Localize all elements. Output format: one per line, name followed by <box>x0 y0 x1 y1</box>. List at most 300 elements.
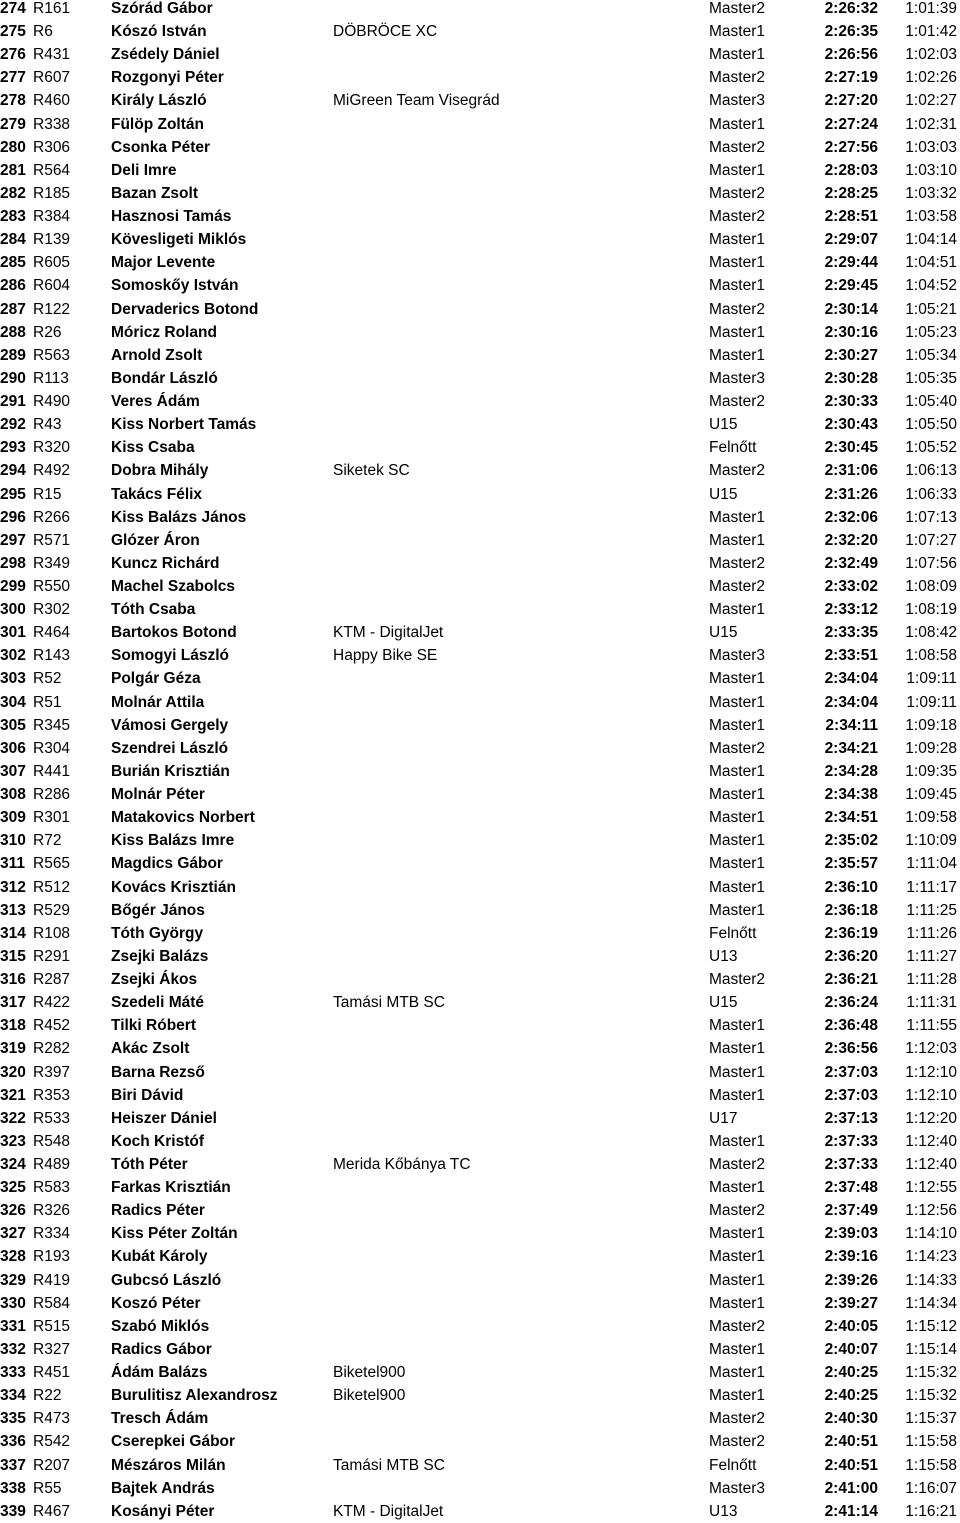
result-category: Master1 <box>709 1387 765 1405</box>
result-name: Hasznosi Tamás <box>111 208 232 226</box>
table-row <box>0 159 960 182</box>
result-bib: R306 <box>33 138 71 156</box>
result-rank: 303 <box>0 670 26 688</box>
result-time: 2:35:02 <box>824 832 878 850</box>
result-time: 2:34:04 <box>824 693 878 711</box>
result-bib: R143 <box>33 647 71 665</box>
result-rank: 325 <box>0 1179 26 1197</box>
result-name: Kövesligeti Miklós <box>111 231 247 249</box>
result-name: Radics Gábor <box>111 1340 212 1358</box>
result-name: Szendrei László <box>111 739 229 757</box>
result-time: 2:40:25 <box>824 1387 878 1405</box>
result-category: Master3 <box>709 369 765 387</box>
result-category: Master1 <box>709 716 765 734</box>
result-category: Master2 <box>709 462 765 480</box>
result-club: Biketel900 <box>333 1387 406 1405</box>
result-category: Master2 <box>709 208 765 226</box>
result-gap: 1:09:58 <box>905 809 957 827</box>
result-time: 2:37:48 <box>824 1179 878 1197</box>
result-gap: 1:11:26 <box>906 924 957 942</box>
result-name: Cserepkei Gábor <box>111 1433 236 1451</box>
result-gap: 1:01:39 <box>905 0 957 17</box>
result-rank: 300 <box>0 601 26 619</box>
result-time: 2:40:51 <box>824 1433 878 1451</box>
result-rank: 299 <box>0 578 26 595</box>
result-category: Master1 <box>709 23 765 41</box>
result-rank: 318 <box>0 1017 26 1035</box>
table-row <box>0 806 960 829</box>
result-gap: 1:15:58 <box>905 1456 957 1474</box>
result-bib: R384 <box>33 208 71 226</box>
result-name: Bazan Zsolt <box>111 184 198 202</box>
result-bib: R108 <box>33 924 71 942</box>
result-bib: R489 <box>33 1156 71 1173</box>
result-time: 2:36:24 <box>824 994 878 1012</box>
result-rank: 293 <box>0 439 26 457</box>
result-rank: 329 <box>0 1271 26 1289</box>
table-row <box>0 552 960 575</box>
result-bib: R287 <box>33 971 71 989</box>
result-name: Zsédely Dániel <box>111 46 220 64</box>
result-rank: 311 <box>0 855 26 873</box>
result-name: Bartokos Botond <box>111 624 237 642</box>
result-gap: 1:03:58 <box>905 208 957 226</box>
result-bib: R26 <box>33 323 62 341</box>
result-time: 2:37:49 <box>824 1202 878 1220</box>
table-row <box>0 1176 960 1199</box>
table-row <box>0 991 960 1014</box>
result-gap: 1:08:09 <box>905 578 957 595</box>
result-category: Master1 <box>709 531 765 549</box>
result-rank: 291 <box>0 393 26 411</box>
table-row <box>0 1107 960 1130</box>
result-gap: 1:05:23 <box>905 323 957 341</box>
table-row <box>0 1014 960 1037</box>
result-gap: 1:03:10 <box>905 161 957 179</box>
result-name: Molnár Péter <box>111 786 205 804</box>
result-name: Molnár Attila <box>111 693 205 711</box>
result-category: Master1 <box>709 670 765 688</box>
result-rank: 333 <box>0 1364 26 1382</box>
result-name: Barna Rezső <box>111 1063 205 1081</box>
result-club: Tamási MTB SC <box>333 1456 445 1474</box>
result-category: U13 <box>709 1502 738 1520</box>
table-row <box>0 737 960 760</box>
result-category: Master2 <box>709 739 765 757</box>
result-gap: 1:04:51 <box>905 254 957 272</box>
result-category: Master1 <box>709 878 765 896</box>
result-name: Magdics Gábor <box>111 855 223 873</box>
table-row <box>0 321 960 344</box>
result-rank: 292 <box>0 416 26 434</box>
result-rank: 338 <box>0 1479 26 1497</box>
result-rank: 326 <box>0 1202 26 1220</box>
result-gap: 1:15:58 <box>905 1433 957 1451</box>
result-time: 2:32:20 <box>824 531 878 549</box>
result-gap: 1:07:13 <box>905 508 957 526</box>
result-time: 2:30:14 <box>824 300 878 318</box>
result-name: Kiss Csaba <box>111 439 195 457</box>
result-rank: 319 <box>0 1040 26 1058</box>
result-name: Kiss Balázs Imre <box>111 832 235 850</box>
result-name: Csonka Péter <box>111 138 211 156</box>
result-category: Master2 <box>709 554 765 572</box>
result-club: Siketek SC <box>333 462 410 480</box>
table-row <box>0 390 960 413</box>
table-row <box>0 205 960 228</box>
result-bib: R512 <box>33 878 71 896</box>
table-row <box>0 1338 960 1361</box>
result-bib: R584 <box>33 1294 71 1312</box>
result-category: Master2 <box>709 1156 765 1173</box>
result-category: Master1 <box>709 508 765 526</box>
result-time: 2:36:48 <box>824 1017 878 1035</box>
result-time: 2:29:45 <box>824 277 878 295</box>
result-time: 2:27:19 <box>824 69 878 87</box>
table-row <box>0 1130 960 1153</box>
result-gap: 1:12:20 <box>905 1109 957 1127</box>
result-name: Akác Zsolt <box>111 1040 190 1058</box>
table-row <box>0 529 960 552</box>
result-bib: R451 <box>33 1364 71 1382</box>
result-name: Farkas Krisztián <box>111 1179 231 1197</box>
result-category: U15 <box>709 416 738 434</box>
table-row <box>0 228 960 251</box>
result-gap: 1:09:11 <box>906 670 957 688</box>
result-name: Machel Szabolcs <box>111 578 236 595</box>
result-category: U13 <box>709 947 738 965</box>
table-row <box>0 1084 960 1107</box>
result-rank: 278 <box>0 92 26 110</box>
result-name: Kiss Norbert Tamás <box>111 416 257 434</box>
result-time: 2:34:38 <box>824 786 878 804</box>
result-gap: 1:07:56 <box>905 554 957 572</box>
result-club: Biketel900 <box>333 1364 406 1382</box>
table-row <box>0 1315 960 1338</box>
result-rank: 296 <box>0 508 26 526</box>
result-gap: 1:08:19 <box>905 601 957 619</box>
result-time: 2:37:33 <box>824 1156 878 1173</box>
result-category: U15 <box>709 485 738 503</box>
result-rank: 274 <box>0 0 26 17</box>
result-category: Master1 <box>709 762 765 780</box>
result-bib: R542 <box>33 1433 71 1451</box>
result-rank: 314 <box>0 924 26 942</box>
result-name: Kovács Krisztián <box>111 878 236 896</box>
result-name: Bajtek András <box>111 1479 215 1497</box>
result-gap: 1:04:52 <box>905 277 957 295</box>
result-time: 2:26:56 <box>824 46 878 64</box>
result-category: Master2 <box>709 971 765 989</box>
table-row <box>0 783 960 806</box>
table-row <box>0 968 960 991</box>
table-row <box>0 598 960 621</box>
result-rank: 282 <box>0 184 26 202</box>
result-time: 2:31:26 <box>824 485 878 503</box>
result-bib: R349 <box>33 554 71 572</box>
result-gap: 1:09:35 <box>905 762 957 780</box>
result-bib: R193 <box>33 1248 71 1266</box>
result-bib: R431 <box>33 46 71 64</box>
result-bib: R282 <box>33 1040 71 1058</box>
result-name: Kiss Péter Zoltán <box>111 1225 238 1243</box>
result-name: Kószó István <box>111 23 207 41</box>
table-row <box>0 1061 960 1084</box>
result-rank: 283 <box>0 208 26 226</box>
result-category: Master2 <box>709 1410 765 1428</box>
result-category: Master1 <box>709 346 765 364</box>
result-rank: 331 <box>0 1317 26 1335</box>
result-name: Fülöp Zoltán <box>111 115 204 133</box>
table-row <box>0 644 960 667</box>
result-gap: 1:11:31 <box>906 994 957 1012</box>
table-row <box>0 945 960 968</box>
result-category: Felnőtt <box>709 439 757 457</box>
result-rank: 324 <box>0 1156 26 1173</box>
result-name: Móricz Roland <box>111 323 217 341</box>
result-time: 2:37:03 <box>824 1086 878 1104</box>
result-time: 2:30:33 <box>824 393 878 411</box>
table-row <box>0 483 960 506</box>
result-rank: 295 <box>0 485 26 503</box>
result-name: Radics Péter <box>111 1202 205 1220</box>
table-row <box>0 344 960 367</box>
result-rank: 337 <box>0 1456 26 1474</box>
table-row <box>0 113 960 136</box>
result-name: Tilki Róbert <box>111 1017 196 1035</box>
result-category: Master2 <box>709 578 765 595</box>
result-gap: 1:12:40 <box>905 1132 957 1150</box>
result-name: Kubát Károly <box>111 1248 208 1266</box>
result-rank: 321 <box>0 1086 26 1104</box>
result-bib: R304 <box>33 739 71 757</box>
result-gap: 1:05:21 <box>905 300 957 318</box>
result-rank: 307 <box>0 762 26 780</box>
result-bib: R490 <box>33 393 71 411</box>
table-row <box>0 0 960 20</box>
result-gap: 1:15:32 <box>905 1364 957 1382</box>
result-time: 2:34:21 <box>824 739 878 757</box>
result-bib: R122 <box>33 300 71 318</box>
result-time: 2:34:04 <box>824 670 878 688</box>
result-name: Matakovics Norbert <box>111 809 255 827</box>
result-category: Master2 <box>709 184 765 202</box>
result-gap: 1:03:03 <box>905 138 957 156</box>
result-bib: R291 <box>33 947 71 965</box>
result-bib: R286 <box>33 786 71 804</box>
result-time: 2:30:28 <box>824 369 878 387</box>
result-bib: R139 <box>33 231 71 249</box>
result-bib: R22 <box>33 1387 62 1405</box>
result-name: Koch Kristóf <box>111 1132 204 1150</box>
result-name: Dervaderics Botond <box>111 300 259 318</box>
table-row <box>0 413 960 436</box>
result-gap: 1:06:13 <box>905 462 957 480</box>
table-row <box>0 1199 960 1222</box>
result-time: 2:36:21 <box>824 971 878 989</box>
result-rank: 323 <box>0 1132 26 1150</box>
result-bib: R607 <box>33 69 71 87</box>
result-club: KTM - DigitalJet <box>333 1502 444 1520</box>
table-row <box>0 43 960 66</box>
result-gap: 1:05:40 <box>905 393 957 411</box>
result-time: 2:36:18 <box>824 901 878 919</box>
result-category: Felnőtt <box>709 924 757 942</box>
result-category: Master1 <box>709 1340 765 1358</box>
result-name: Tresch Ádám <box>111 1410 209 1428</box>
result-category: Master1 <box>709 323 765 341</box>
result-bib: R338 <box>33 115 71 133</box>
result-bib: R604 <box>33 277 71 295</box>
result-category: Master1 <box>709 1179 765 1197</box>
result-category: Master2 <box>709 1433 765 1451</box>
result-gap: 1:11:28 <box>906 971 957 989</box>
table-row <box>0 66 960 89</box>
result-rank: 275 <box>0 23 26 41</box>
result-gap: 1:02:31 <box>905 115 957 133</box>
result-gap: 1:08:58 <box>905 647 957 665</box>
result-bib: R52 <box>33 670 62 688</box>
table-row <box>0 876 960 899</box>
table-row <box>0 714 960 737</box>
result-bib: R605 <box>33 254 71 272</box>
table-row <box>0 436 960 459</box>
result-gap: 1:12:10 <box>905 1086 957 1104</box>
result-name: Somoskőy István <box>111 277 239 295</box>
result-bib: R334 <box>33 1225 71 1243</box>
result-rank: 317 <box>0 994 26 1012</box>
result-time: 2:40:05 <box>824 1317 878 1335</box>
result-gap: 1:06:33 <box>905 485 957 503</box>
result-rank: 277 <box>0 69 26 87</box>
result-rank: 306 <box>0 739 26 757</box>
result-category: Master1 <box>709 1294 765 1312</box>
result-category: Master2 <box>709 69 765 87</box>
result-name: Arnold Zsolt <box>111 346 203 364</box>
table-row <box>0 1292 960 1315</box>
result-rank: 330 <box>0 1294 26 1312</box>
result-club: KTM - DigitalJet <box>333 624 444 642</box>
result-time: 2:40:51 <box>824 1456 878 1474</box>
result-gap: 1:12:03 <box>905 1040 957 1058</box>
result-name: Heiszer Dániel <box>111 1109 217 1127</box>
result-rank: 297 <box>0 531 26 549</box>
result-bib: R302 <box>33 601 71 619</box>
result-time: 2:34:28 <box>824 762 878 780</box>
table-row <box>0 1222 960 1245</box>
table-row <box>0 1361 960 1384</box>
result-gap: 1:15:32 <box>905 1387 957 1405</box>
result-gap: 1:14:34 <box>905 1294 957 1312</box>
result-name: Koszó Péter <box>111 1294 201 1312</box>
result-bib: R467 <box>33 1502 71 1520</box>
result-time: 2:30:45 <box>824 439 878 457</box>
result-gap: 1:09:18 <box>905 716 957 734</box>
result-bib: R492 <box>33 462 71 480</box>
result-name: Vámosi Gergely <box>111 716 229 734</box>
result-category: Master1 <box>709 115 765 133</box>
result-rank: 288 <box>0 323 26 341</box>
result-rank: 281 <box>0 161 26 179</box>
result-name: Burulitisz Alexandrosz <box>111 1387 278 1405</box>
result-rank: 339 <box>0 1502 26 1520</box>
table-row <box>0 251 960 274</box>
result-gap: 1:09:11 <box>906 693 957 711</box>
result-club: Tamási MTB SC <box>333 994 445 1012</box>
result-rank: 286 <box>0 277 26 295</box>
result-gap: 1:12:55 <box>905 1179 957 1197</box>
result-gap: 1:16:07 <box>905 1479 957 1497</box>
result-rank: 315 <box>0 947 26 965</box>
result-bib: R533 <box>33 1109 71 1127</box>
result-name: Király László <box>111 92 207 110</box>
table-row <box>0 1477 960 1500</box>
result-time: 2:28:51 <box>824 208 878 226</box>
result-category: Master1 <box>709 1132 765 1150</box>
result-category: Master1 <box>709 1248 765 1266</box>
result-category: Master2 <box>709 138 765 156</box>
result-name: Tóth Csaba <box>111 601 196 619</box>
result-category: Master1 <box>709 1063 765 1081</box>
table-row <box>0 760 960 783</box>
result-time: 2:36:20 <box>824 947 878 965</box>
table-row <box>0 1384 960 1407</box>
result-gap: 1:12:40 <box>905 1156 957 1173</box>
result-bib: R529 <box>33 901 71 919</box>
result-bib: R327 <box>33 1340 71 1358</box>
table-row <box>0 459 960 482</box>
result-name: Polgár Géza <box>111 670 201 688</box>
result-bib: R564 <box>33 161 71 179</box>
result-time: 2:40:07 <box>824 1340 878 1358</box>
table-row <box>0 136 960 159</box>
result-gap: 1:15:12 <box>905 1317 957 1335</box>
result-name: Szedeli Máté <box>111 994 205 1012</box>
result-gap: 1:07:27 <box>905 531 957 549</box>
result-category: Master1 <box>709 1225 765 1243</box>
result-gap: 1:11:25 <box>906 901 957 919</box>
result-bib: R571 <box>33 531 71 549</box>
result-category: Master2 <box>709 1317 765 1335</box>
result-time: 2:30:43 <box>824 416 878 434</box>
result-rank: 334 <box>0 1387 26 1405</box>
result-category: Master3 <box>709 647 765 665</box>
result-bib: R113 <box>33 369 69 387</box>
result-time: 2:29:07 <box>824 231 878 249</box>
result-bib: R464 <box>33 624 71 642</box>
result-time: 2:26:32 <box>824 0 878 17</box>
result-bib: R422 <box>33 994 71 1012</box>
table-row <box>0 506 960 529</box>
result-category: Master3 <box>709 1479 765 1497</box>
result-bib: R460 <box>33 92 71 110</box>
result-category: Master1 <box>709 855 765 873</box>
result-category: Master2 <box>709 393 765 411</box>
result-bib: R207 <box>33 1456 71 1474</box>
result-category: Master1 <box>709 1017 765 1035</box>
result-name: Tóth Péter <box>111 1156 188 1173</box>
result-name: Gubcsó László <box>111 1271 222 1289</box>
result-time: 2:39:26 <box>824 1271 878 1289</box>
table-row <box>0 1245 960 1268</box>
table-row <box>0 1500 960 1523</box>
result-bib: R452 <box>33 1017 71 1035</box>
result-name: Veres Ádám <box>111 393 200 411</box>
result-gap: 1:16:21 <box>905 1502 957 1520</box>
result-name: Zsejki Balázs <box>111 947 209 965</box>
result-category: Master3 <box>709 92 765 110</box>
result-gap: 1:12:10 <box>905 1063 957 1081</box>
